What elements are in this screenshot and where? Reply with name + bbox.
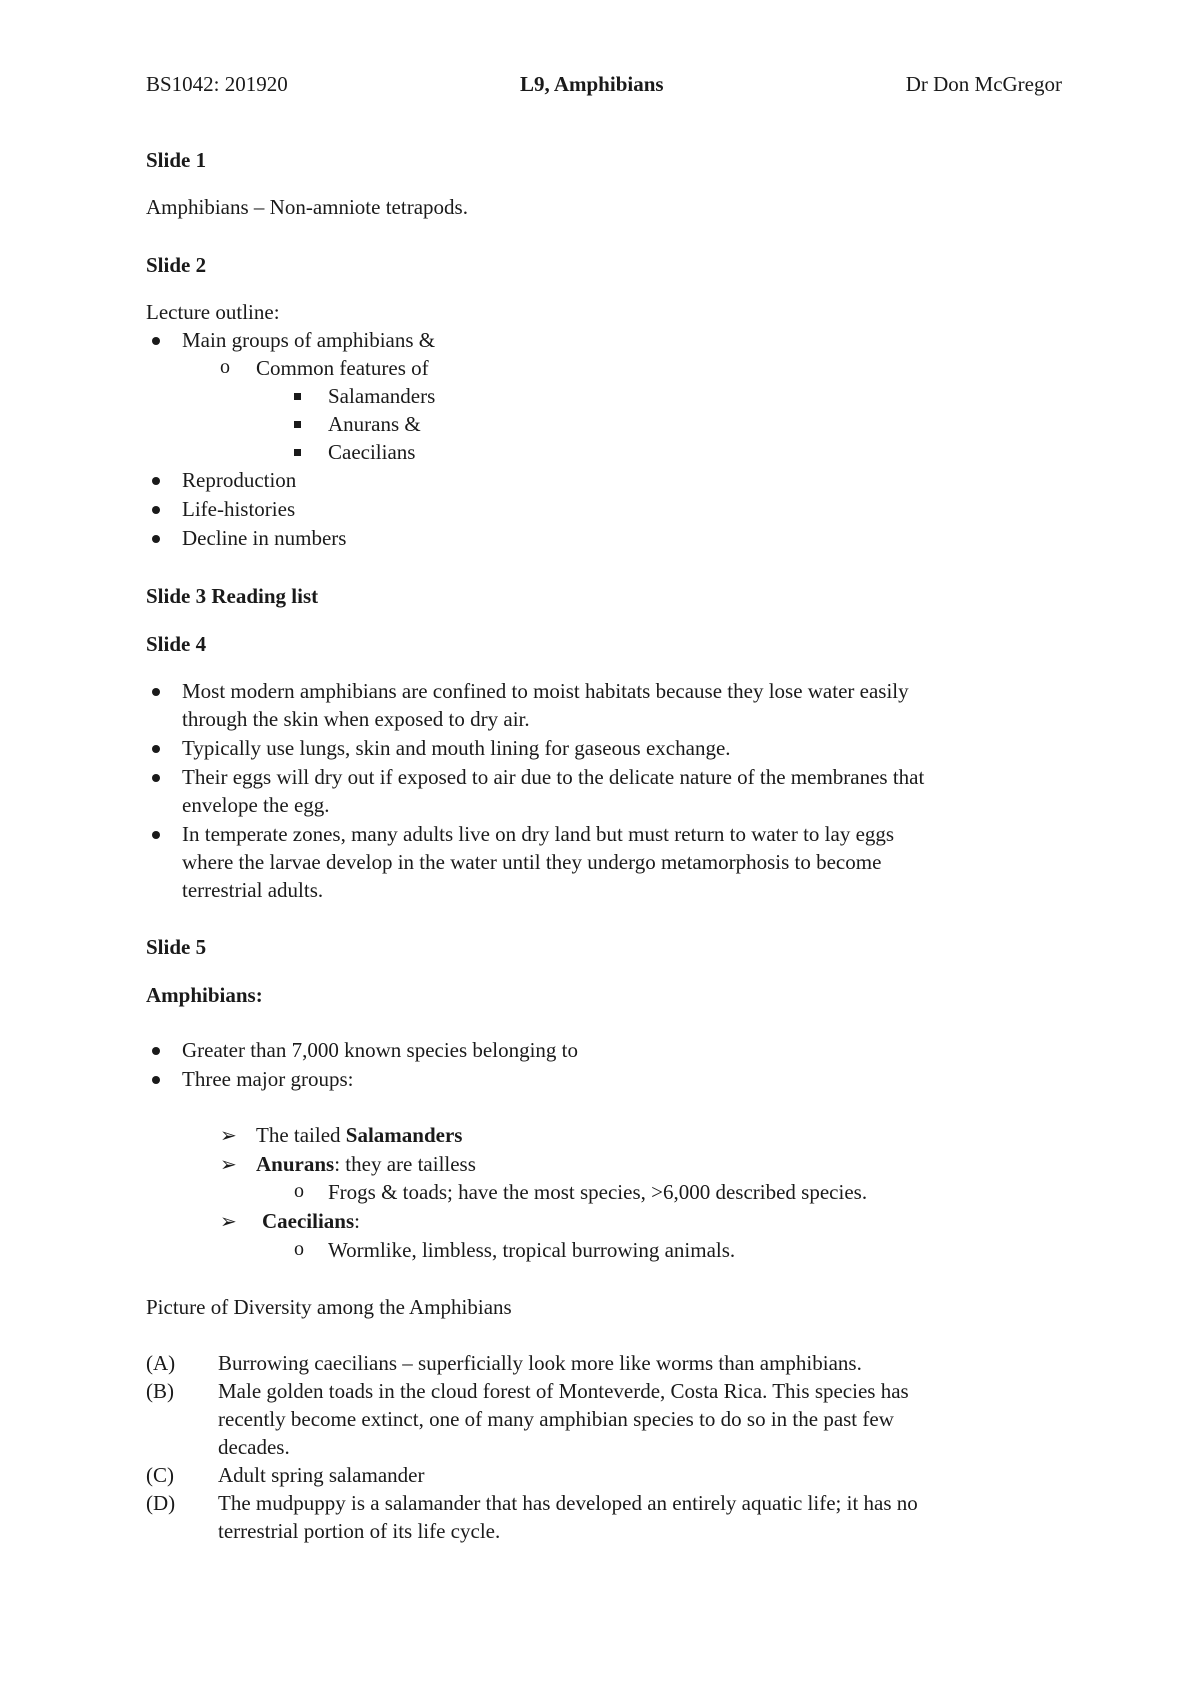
slide2-intro: Lecture outline:: [146, 300, 280, 324]
group-salamanders-name: Salamanders: [345, 1123, 463, 1147]
slide4-bullet-3-line-1: Their eggs will dry out if exposed to air due to the delicate nature of the membranes that: [182, 765, 925, 789]
outline-item: Reproduction: [182, 468, 297, 492]
square-bullet-icon: [294, 421, 301, 428]
bullet-icon: [152, 745, 160, 753]
list-item-c: Adult spring salamander: [218, 1463, 425, 1487]
outline-sub-sub-item: Anurans &: [328, 412, 421, 436]
outline-sub-item: Common features of: [256, 356, 429, 380]
circle-marker-icon: o: [294, 1238, 304, 1260]
square-bullet-icon: [294, 393, 301, 400]
bullet-icon: [152, 337, 160, 345]
list-item-b-line-1: Male golden toads in the cloud forest of Monteverde, Costa Rica. This species has: [218, 1379, 909, 1403]
group-anurans-name: Anurans: [256, 1152, 335, 1176]
slide5-bullet-2: Three major groups:: [182, 1067, 354, 1091]
list-label-b: (B): [146, 1379, 174, 1403]
group-caecilians-suffix: :: [354, 1209, 361, 1233]
course-code: BS1042: 201920: [146, 72, 288, 96]
list-item-b-line-2: recently become extinct, one of many amphibian species to do so in the past few: [218, 1407, 894, 1431]
slide4-bullet-4-line-3: terrestrial adults.: [182, 878, 324, 902]
group-anurans: [256, 1152, 476, 1177]
slide4-bullet-1-line-1: Most modern amphibians are confined to moist habitats because they lose water easily: [182, 679, 909, 703]
slide5-subheading: Amphibians:: [146, 983, 263, 1007]
slide1-heading: Slide 1: [146, 148, 207, 172]
group-anurans-suffix: : they are tailless: [334, 1152, 476, 1176]
bullet-icon: [152, 1047, 160, 1055]
square-bullet-icon: [294, 449, 301, 456]
group-salamanders: [256, 1123, 462, 1148]
list-item-b-line-3: decades.: [218, 1435, 290, 1459]
slide1-text: Amphibians – Non-amniote tetrapods.: [146, 195, 468, 219]
outline-item-1: Main groups of amphibians &: [182, 328, 436, 352]
picture-caption: Picture of Diversity among the Amphibians: [146, 1295, 512, 1319]
bullet-icon: [152, 506, 160, 514]
outline-item: Life-histories: [182, 497, 296, 521]
slide4-bullet-3-line-2: envelope the egg.: [182, 793, 330, 817]
slide3-heading: Slide 3 Reading list: [146, 584, 319, 608]
list-item-d-line-2: terrestrial portion of its life cycle.: [218, 1519, 501, 1543]
outline-item: Decline in numbers: [182, 526, 347, 550]
group-caecilians-detail: Wormlike, limbless, tropical burrowing animals.: [328, 1238, 736, 1262]
slide2-heading: Slide 2: [146, 253, 207, 277]
slide5-bullet-1: Greater than 7,000 known species belonging to: [182, 1038, 578, 1062]
bullet-icon: [152, 1076, 160, 1084]
slide5-heading: Slide 5: [146, 935, 207, 959]
slide4-bullet-4-line-2: where the larvae develop in the water until they undergo metamorphosis to become: [182, 850, 882, 874]
slide4-bullet-1-line-2: through the skin when exposed to dry air.: [182, 707, 530, 731]
lecture-title: L9, Amphibians: [520, 72, 664, 96]
outline-sub-sub-item: Salamanders: [328, 384, 436, 408]
arrow-bullet-icon: ➢: [220, 1211, 237, 1233]
page-header: [146, 72, 1062, 102]
bullet-icon: [152, 774, 160, 782]
list-label-d: (D): [146, 1491, 176, 1515]
group-salamanders-prefix: The tailed: [256, 1123, 346, 1147]
outline-sub-sub-item: Caecilians: [328, 440, 416, 464]
bullet-icon: [152, 688, 160, 696]
group-anurans-detail: Frogs & toads; have the most species, >6,000 described species.: [328, 1180, 868, 1204]
group-caecilians-name: Caecilians: [262, 1209, 355, 1233]
arrow-bullet-icon: ➢: [220, 1154, 237, 1176]
bullet-icon: [152, 477, 160, 485]
bullet-icon: [152, 831, 160, 839]
slide4-heading: Slide 4: [146, 632, 207, 656]
list-label-a: (A): [146, 1351, 176, 1375]
list-item-a: Burrowing caecilians – superficially look more like worms than amphibians.: [218, 1351, 862, 1375]
arrow-bullet-icon: ➢: [220, 1125, 237, 1147]
group-caecilians: [262, 1209, 360, 1234]
slide4-bullet-2: Typically use lungs, skin and mouth lining for gaseous exchange.: [182, 736, 731, 760]
lecturer-name: Dr Don McGregor: [905, 72, 1062, 96]
list-label-c: (C): [146, 1463, 174, 1487]
slide4-bullet-4-line-1: In temperate zones, many adults live on dry land but must return to water to lay eggs: [182, 822, 895, 846]
circle-marker-icon: o: [220, 356, 230, 378]
circle-marker-icon: o: [294, 1180, 304, 1202]
list-item-d-line-1: The mudpuppy is a salamander that has developed an entirely aquatic life; it has no: [218, 1491, 918, 1515]
bullet-icon: [152, 535, 160, 543]
